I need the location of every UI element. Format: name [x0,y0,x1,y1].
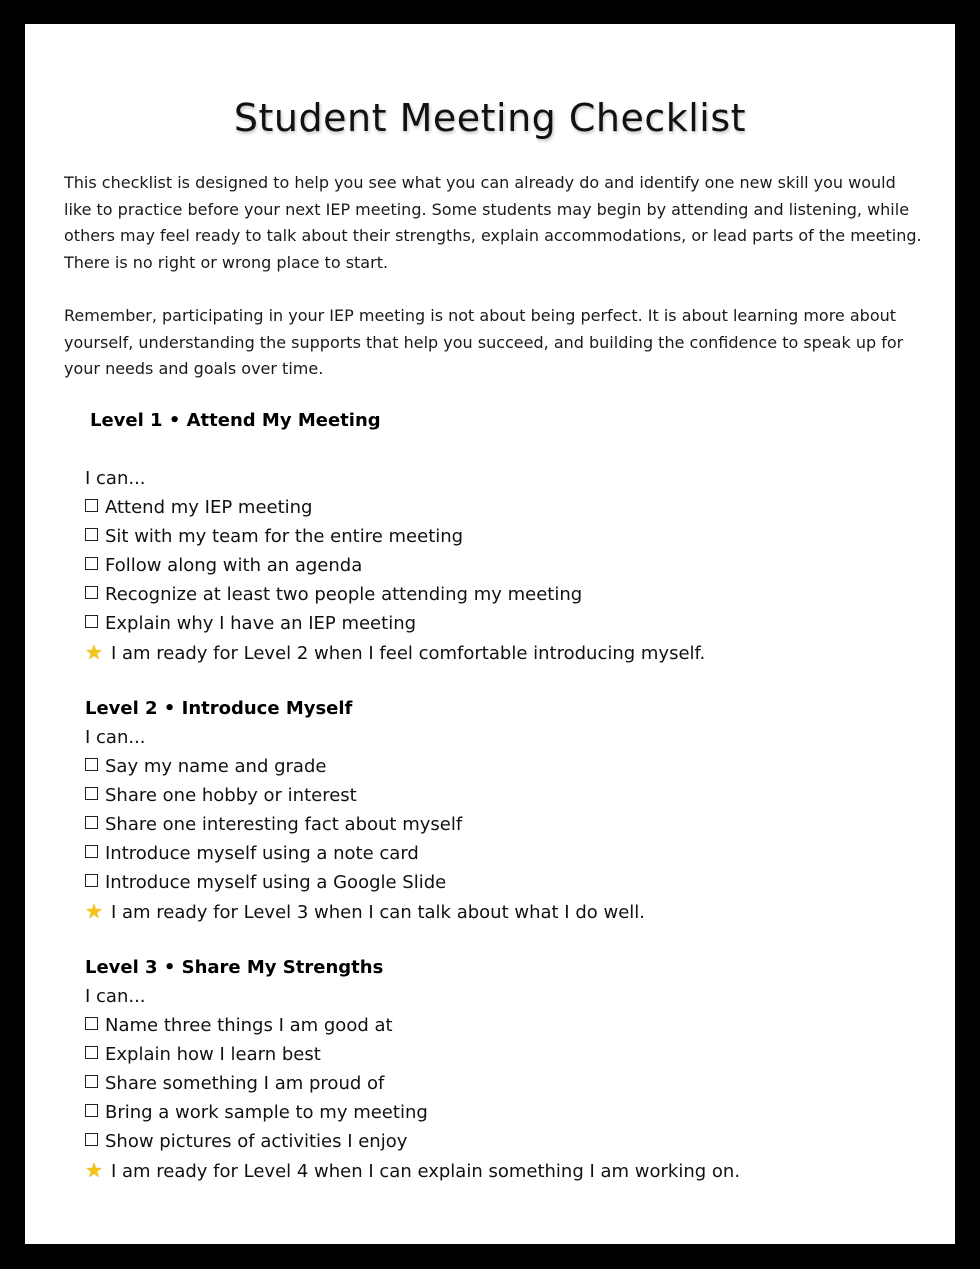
empty-checkbox-icon[interactable] [85,845,98,858]
ready-text: I am ready for Level 2 when I feel comfortable introducing myself. [110,643,706,664]
checklist-item-label: Share one hobby or interest [105,785,357,806]
intro-paragraph-1: This checklist is designed to help you see what you can already do and identify one new skill you would like to practice before your next IEP meeting. Some students may begin by attending and listening, while others may feel ready to talk about their strengths, explain accommodations, or lead parts of the meeting. There is no right or wrong place to start. [64,173,922,272]
checklist-item[interactable] [85,1069,885,1098]
checklist-item-label: Show pictures of activities I enjoy [105,1131,408,1152]
star-icon: ★ [85,1158,103,1182]
ready-text: I am ready for Level 4 when I can explain something I am working on. [110,1161,741,1182]
intro-paragraph-2: Remember, participating in your IEP meeting is not about being perfect. It is about learning more about yourself, understanding the supports that help you succeed, and building the confidence to speak up for your needs and goals over time. [64,306,904,378]
star-icon: ★ [85,899,103,923]
empty-checkbox-icon[interactable] [85,557,98,570]
lead-text: I can... [85,727,146,748]
checklist-item-label: Name three things I am good at [105,1015,393,1036]
empty-checkbox-icon[interactable] [85,758,98,771]
checklist-item[interactable] [85,810,885,839]
checklist-item-label: Introduce myself using a Google Slide [105,872,447,893]
checklist-item[interactable] [85,1098,885,1127]
checklist-item-label: Introduce myself using a note card [105,843,419,864]
ready-statement [85,638,885,667]
empty-checkbox-icon[interactable] [85,586,98,599]
ready-text: I am ready for Level 3 when I can talk about what I do well. [110,902,646,923]
empty-checkbox-icon[interactable] [85,1075,98,1088]
checklist-item-label: Bring a work sample to my meeting [105,1102,428,1123]
checklist-item-label: Share one interesting fact about myself [105,814,463,835]
empty-checkbox-icon[interactable] [85,499,98,512]
checklist-item-label: Say my name and grade [105,756,327,777]
lead-text: I can... [85,468,146,489]
ready-statement [85,897,885,926]
checklist-item-label: Attend my IEP meeting [105,497,313,518]
checklist-item[interactable] [85,868,885,897]
level-heading: Level 3 • Share My Strengths [85,957,384,978]
empty-checkbox-icon[interactable] [85,1046,98,1059]
star-icon: ★ [85,640,103,664]
checklist-item[interactable] [85,752,885,781]
checklist [85,982,885,1185]
level-3-section [85,953,885,1185]
ready-statement [85,1156,885,1185]
empty-checkbox-icon[interactable] [85,1133,98,1146]
level-2-section [85,694,885,926]
checklist-item-label: Share something I am proud of [105,1073,385,1094]
checklist-item[interactable] [85,1127,885,1156]
page-title: Student Meeting Checklist [233,96,747,140]
checklist-item[interactable] [85,551,885,580]
checklist [85,464,885,667]
empty-checkbox-icon[interactable] [85,816,98,829]
checklist-item-label: Recognize at least two people attending my meeting [105,584,583,605]
empty-checkbox-icon[interactable] [85,1017,98,1030]
checklist [85,723,885,926]
checklist-item-label: Explain how I learn best [105,1044,321,1065]
level-heading: Level 2 • Introduce Myself [85,698,353,719]
checklist-item[interactable] [85,1040,885,1069]
level-heading: Level 1 • Attend My Meeting [90,410,381,431]
checklist-page [25,24,955,1244]
checklist-item[interactable] [85,493,885,522]
checklist-item[interactable] [85,522,885,551]
empty-checkbox-icon[interactable] [85,787,98,800]
checklist-item-label: Explain why I have an IEP meeting [105,613,417,634]
checklist-item[interactable] [85,839,885,868]
empty-checkbox-icon[interactable] [85,615,98,628]
checklist-item[interactable] [85,1011,885,1040]
checklist-item[interactable] [85,781,885,810]
checklist-item-label: Sit with my team for the entire meeting [105,526,464,547]
level-1-section [85,406,885,667]
lead-text: I can... [85,986,146,1007]
checklist-item[interactable] [85,580,885,609]
empty-checkbox-icon[interactable] [85,1104,98,1117]
checklist-item[interactable] [85,609,885,638]
checklist-item-label: Follow along with an agenda [105,555,363,576]
empty-checkbox-icon[interactable] [85,528,98,541]
empty-checkbox-icon[interactable] [85,874,98,887]
